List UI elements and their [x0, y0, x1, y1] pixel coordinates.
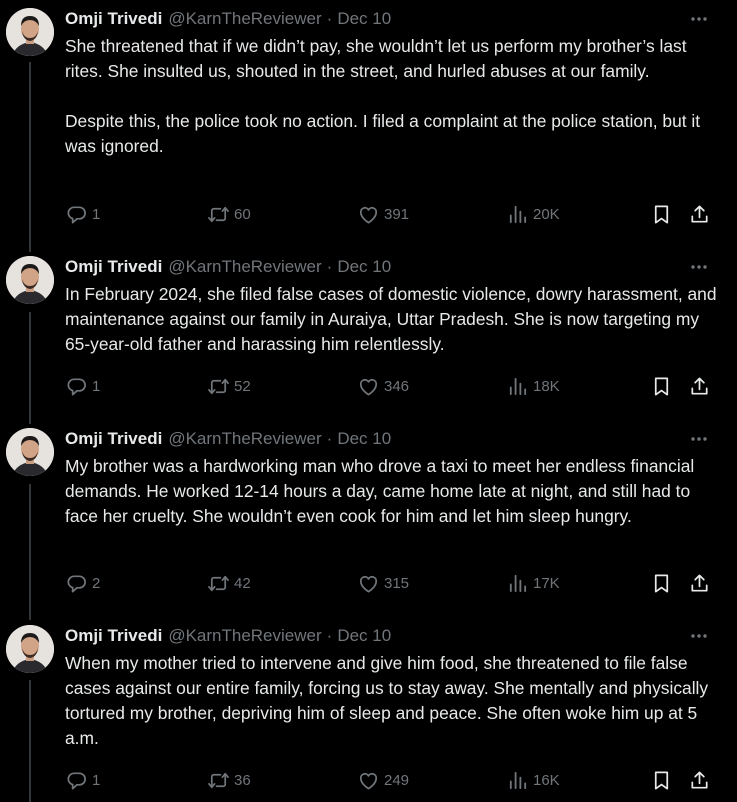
tweet-text — [65, 454, 720, 529]
like-button[interactable] — [357, 768, 409, 792]
avatar[interactable] — [6, 8, 54, 56]
views-button[interactable] — [506, 374, 560, 398]
views-count: 20K — [533, 205, 560, 223]
tweet-header — [65, 8, 391, 30]
reply-icon — [65, 572, 88, 595]
bookmark-button[interactable] — [650, 374, 673, 398]
more-icon[interactable] — [689, 430, 709, 448]
share-icon — [688, 375, 711, 398]
separator: · — [326, 9, 333, 28]
tweet-header — [65, 625, 391, 647]
tweet-actions — [65, 374, 725, 398]
repost-button[interactable] — [207, 768, 251, 792]
repost-icon — [207, 375, 230, 398]
like-count: 249 — [384, 771, 410, 789]
bookmark-icon — [650, 375, 673, 398]
tweet-text — [65, 34, 720, 159]
repost-count: 42 — [234, 574, 251, 592]
like-button[interactable] — [357, 571, 409, 595]
share-button[interactable] — [688, 374, 711, 398]
author-name[interactable]: Omji Trivedi — [65, 257, 163, 276]
author-name[interactable]: Omji Trivedi — [65, 429, 163, 448]
bookmark-icon — [650, 203, 673, 226]
share-button[interactable] — [688, 571, 711, 595]
tweet-date[interactable]: Dec 10 — [337, 9, 392, 28]
share-button[interactable] — [688, 768, 711, 792]
reply-count: 1 — [92, 377, 101, 395]
more-icon[interactable] — [689, 258, 709, 276]
tweet-actions — [65, 202, 725, 226]
repost-count: 60 — [234, 205, 251, 223]
share-icon — [688, 203, 711, 226]
repost-icon — [207, 769, 230, 792]
repost-icon — [207, 203, 230, 226]
tweet-paragraph: Despite this, the police took no action. I filed a complaint at the police station, but it was ignored. — [65, 111, 701, 156]
like-count: 346 — [384, 377, 410, 395]
separator: · — [326, 626, 333, 645]
share-icon — [688, 769, 711, 792]
avatar[interactable] — [6, 625, 54, 673]
like-count: 391 — [384, 205, 410, 223]
thread-line — [29, 680, 31, 802]
author-handle[interactable]: @KarnTheReviewer — [168, 429, 322, 448]
separator: · — [326, 429, 333, 448]
thread-line — [29, 62, 31, 252]
author-handle[interactable]: @KarnTheReviewer — [168, 9, 322, 28]
heart-icon — [357, 203, 380, 226]
bookmark-button[interactable] — [650, 768, 673, 792]
repost-count: 36 — [234, 771, 251, 789]
reply-count: 1 — [92, 205, 101, 223]
repost-button[interactable] — [207, 374, 251, 398]
views-count: 16K — [533, 771, 560, 789]
reply-button[interactable] — [65, 768, 100, 792]
tweet-date[interactable]: Dec 10 — [337, 257, 392, 276]
author-handle[interactable]: @KarnTheReviewer — [168, 626, 322, 645]
like-count: 315 — [384, 574, 410, 592]
views-count: 17K — [533, 574, 560, 592]
repost-icon — [207, 572, 230, 595]
views-button[interactable] — [506, 768, 560, 792]
tweet-paragraph: She threatened that if we didn’t pay, she wouldn’t let us perform my brother’s last rites. She insulted us, shouted in the street, and hurled abuses at our family. — [65, 36, 687, 81]
reply-button[interactable] — [65, 571, 100, 595]
more-icon[interactable] — [689, 627, 709, 645]
views-icon — [506, 769, 529, 792]
bookmark-icon — [650, 572, 673, 595]
bookmark-button[interactable] — [650, 202, 673, 226]
tweet-paragraph: My brother was a hardworking man who drove a taxi to meet her endless financial demands. He worked 12-14 hours a day, came home late at night, and still had to face her cruelty. She wouldn’t even cook for him and let him sleep hungry. — [65, 456, 695, 526]
avatar[interactable] — [6, 428, 54, 476]
reply-count: 2 — [92, 574, 101, 592]
reply-icon — [65, 375, 88, 398]
tweet-text — [65, 651, 720, 751]
repost-button[interactable] — [207, 202, 251, 226]
views-icon — [506, 572, 529, 595]
heart-icon — [357, 572, 380, 595]
reply-icon — [65, 769, 88, 792]
views-count: 18K — [533, 377, 560, 395]
tweet-actions — [65, 571, 725, 595]
views-icon — [506, 375, 529, 398]
tweet-text — [65, 282, 720, 357]
thread-line — [29, 484, 31, 620]
avatar[interactable] — [6, 256, 54, 304]
heart-icon — [357, 375, 380, 398]
views-icon — [506, 203, 529, 226]
more-icon[interactable] — [689, 10, 709, 28]
views-button[interactable] — [506, 202, 560, 226]
tweet-header — [65, 428, 391, 450]
reply-button[interactable] — [65, 202, 100, 226]
thread-line — [29, 312, 31, 424]
reply-button[interactable] — [65, 374, 100, 398]
author-name[interactable]: Omji Trivedi — [65, 626, 163, 645]
share-button[interactable] — [688, 202, 711, 226]
reply-count: 1 — [92, 771, 101, 789]
reply-icon — [65, 203, 88, 226]
bookmark-icon — [650, 769, 673, 792]
author-name[interactable]: Omji Trivedi — [65, 9, 163, 28]
tweet-date[interactable]: Dec 10 — [337, 626, 392, 645]
views-button[interactable] — [506, 571, 560, 595]
like-button[interactable] — [357, 374, 409, 398]
heart-icon — [357, 769, 380, 792]
tweet-actions — [65, 768, 725, 792]
repost-count: 52 — [234, 377, 251, 395]
tweet-paragraph: In February 2024, she filed false cases of domestic violence, dowry harassment, and maintenance against our family in Auraiya, Uttar Pradesh. She is now targeting my 65-year-old father and harassing him relentlessly. — [65, 284, 717, 354]
bookmark-button[interactable] — [650, 571, 673, 595]
tweet-paragraph: When my mother tried to intervene and give him food, she threatened to file false cases against our entire family, forcing us to stay away. She mentally and physically tortured my brother, depriving him of sleep and peace. She often woke him up at 5 a.m. — [65, 653, 709, 748]
like-button[interactable] — [357, 202, 409, 226]
author-handle[interactable]: @KarnTheReviewer — [168, 257, 322, 276]
tweet-date[interactable]: Dec 10 — [337, 429, 392, 448]
tweet-header — [65, 256, 391, 278]
repost-button[interactable] — [207, 571, 251, 595]
separator: · — [326, 257, 333, 276]
share-icon — [688, 572, 711, 595]
